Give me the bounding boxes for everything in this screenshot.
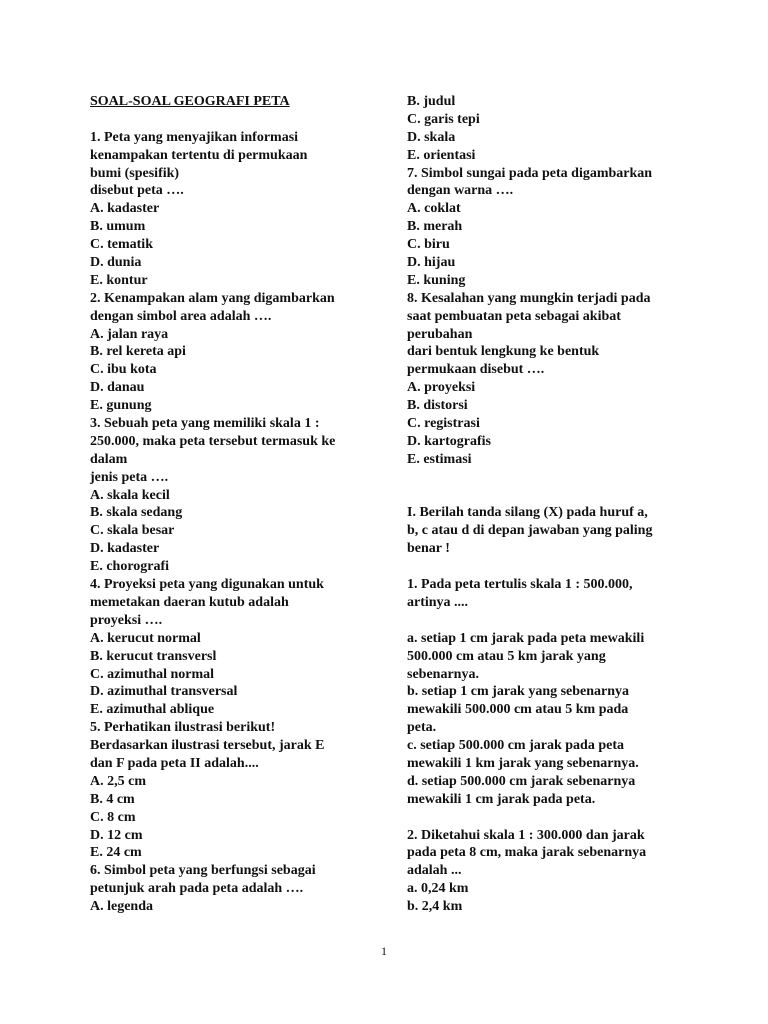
text-line: artinya .... — [407, 594, 469, 610]
text-line: 2. Kenampakan alam yang digambarkan — [90, 290, 335, 306]
text-line: D. kartografis — [407, 433, 491, 449]
text-line: a. setiap 1 cm jarak pada peta mewakili — [407, 630, 645, 646]
text-line: 7. Simbol sungai pada peta digambarkan — [407, 165, 653, 181]
text-line: pada peta 8 cm, maka jarak sebenarnya — [407, 845, 647, 861]
text-line: 500.000 cm atau 5 km jarak yang — [407, 648, 606, 664]
text-line: B. umum — [90, 219, 146, 235]
text-line: benar ! — [407, 541, 450, 557]
text-line: Berdasarkan ilustrasi tersebut, jarak E — [90, 738, 325, 754]
text-line: 3. Sebuah peta yang memiliki skala 1 : — [90, 416, 320, 432]
text-line: D. 12 cm — [90, 827, 143, 843]
text-line: B. 4 cm — [90, 791, 135, 807]
text-line: B. merah — [407, 219, 463, 235]
text-line: disebut peta …. — [90, 183, 184, 199]
text-line: permukaan disebut …. — [407, 362, 545, 378]
text-line: E. kuning — [407, 272, 466, 288]
spacer — [407, 558, 692, 576]
text-line: mewakili 1 cm jarak pada peta. — [407, 791, 596, 807]
text-line: sebenarnya. — [407, 666, 479, 682]
text-line: E. orientasi — [407, 147, 476, 163]
text-line: B. rel kereta api — [90, 344, 186, 360]
text-line: kenampakan tertentu di permukaan — [90, 147, 308, 163]
text-line: mewakili 1 km jarak yang sebenarnya. — [407, 755, 639, 771]
text-line: B. kerucut transversl — [90, 648, 217, 664]
text-line: perubahan — [407, 326, 473, 342]
text-line: C. ibu kota — [90, 362, 157, 378]
text-line: 1. Peta yang menyajikan informasi — [90, 129, 299, 145]
text-line: dan F pada peta II adalah.... — [90, 755, 259, 771]
text-line: dengan warna …. — [407, 183, 514, 199]
text-line: C. skala besar — [90, 523, 175, 539]
page-number: 1 — [381, 944, 387, 958]
spacer — [407, 469, 692, 487]
text-line: peta. — [407, 720, 437, 736]
text-line: E. chorografi — [90, 559, 170, 575]
text-line: C. tematik — [90, 237, 153, 253]
text-line: b. 2,4 km — [407, 899, 463, 915]
text-line: proyeksi …. — [90, 612, 163, 628]
text-line: D. danau — [90, 380, 145, 396]
instruction-block — [407, 504, 692, 558]
text-line: C. registrasi — [407, 416, 480, 432]
text-line: 4. Proyeksi peta yang digunakan untuk — [90, 577, 324, 593]
right-column — [407, 93, 692, 916]
text-line: B. distorsi — [407, 398, 468, 414]
text-line: D. skala — [407, 129, 456, 145]
text-line: 250.000, maka peta tersebut termasuk ke — [90, 433, 336, 449]
left-column — [90, 93, 375, 916]
text-line: E. azimuthal ablique — [90, 702, 215, 718]
text-line: I. Berilah tanda silang (X) pada huruf a, — [407, 505, 648, 521]
text-line: 5. Perhatikan ilustrasi berikut! — [90, 720, 276, 736]
text-line: A. legenda — [90, 899, 153, 915]
text-line: E. kontur — [90, 272, 148, 288]
text-line: bumi (spesifik) — [90, 165, 180, 181]
text-line: A. skala kecil — [90, 487, 170, 503]
text-line: a. 0,24 km — [407, 881, 469, 897]
text-line: b. setiap 1 cm jarak yang sebenarnya — [407, 684, 630, 700]
text-line: A. coklat — [407, 201, 461, 217]
text-line: D. kadaster — [90, 541, 160, 557]
essay-question-2 — [407, 827, 692, 916]
text-line: E. estimasi — [407, 451, 472, 467]
text-line: adalah ... — [407, 863, 462, 879]
text-line: c. setiap 500.000 cm jarak pada peta — [407, 738, 624, 754]
text-line: 2. Diketahui skala 1 : 300.000 dan jarak — [407, 827, 645, 843]
text-line: petunjuk arah pada peta adalah …. — [90, 881, 304, 897]
spacer — [407, 612, 692, 630]
text-line: A. jalan raya — [90, 326, 169, 342]
left-question-list — [90, 129, 375, 916]
text-line: dari bentuk lengkung ke bentuk — [407, 344, 600, 360]
essay-question-1 — [407, 576, 692, 612]
spacer — [90, 111, 375, 129]
text-line: A. 2,5 cm — [90, 773, 146, 789]
text-line: A. kadaster — [90, 201, 160, 217]
text-line: C. 8 cm — [90, 809, 136, 825]
spacer — [407, 487, 692, 505]
text-line: A. kerucut normal — [90, 630, 201, 646]
text-line: D. dunia — [90, 255, 142, 271]
text-line: C. garis tepi — [407, 111, 480, 127]
text-line: dengan simbol area adalah …. — [90, 308, 272, 324]
text-line: jenis peta …. — [90, 469, 169, 485]
text-line: 8. Kesalahan yang mungkin terjadi pada — [407, 290, 651, 306]
text-line: 1. Pada peta tertulis skala 1 : 500.000, — [407, 577, 633, 593]
essay-question-1-options — [407, 630, 692, 809]
text-line: C. biru — [407, 237, 450, 253]
text-line: A. proyeksi — [407, 380, 476, 396]
text-line: d. setiap 500.000 cm jarak sebenarnya — [407, 773, 636, 789]
text-line: dalam — [90, 451, 128, 467]
spacer — [407, 809, 692, 827]
text-line: saat pembuatan peta sebagai akibat — [407, 308, 621, 324]
text-line: b, c atau d di depan jawaban yang paling — [407, 523, 653, 539]
text-line: E. gunung — [90, 398, 152, 414]
right-question-list — [407, 93, 692, 469]
text-line: 6. Simbol peta yang berfungsi sebagai — [90, 863, 316, 879]
text-line: C. azimuthal normal — [90, 666, 215, 682]
text-line: mewakili 500.000 cm atau 5 km pada — [407, 702, 629, 718]
text-line: memetakan daeran kutub adalah — [90, 594, 289, 610]
text-line: B. skala sedang — [90, 505, 183, 521]
text-line: D. azimuthal transversal — [90, 684, 238, 700]
text-line: E. 24 cm — [90, 845, 142, 861]
text-line: D. hijau — [407, 255, 456, 271]
page-title: SOAL-SOAL GEOGRAFI PETA — [90, 94, 290, 109]
text-line: B. judul — [407, 94, 456, 109]
